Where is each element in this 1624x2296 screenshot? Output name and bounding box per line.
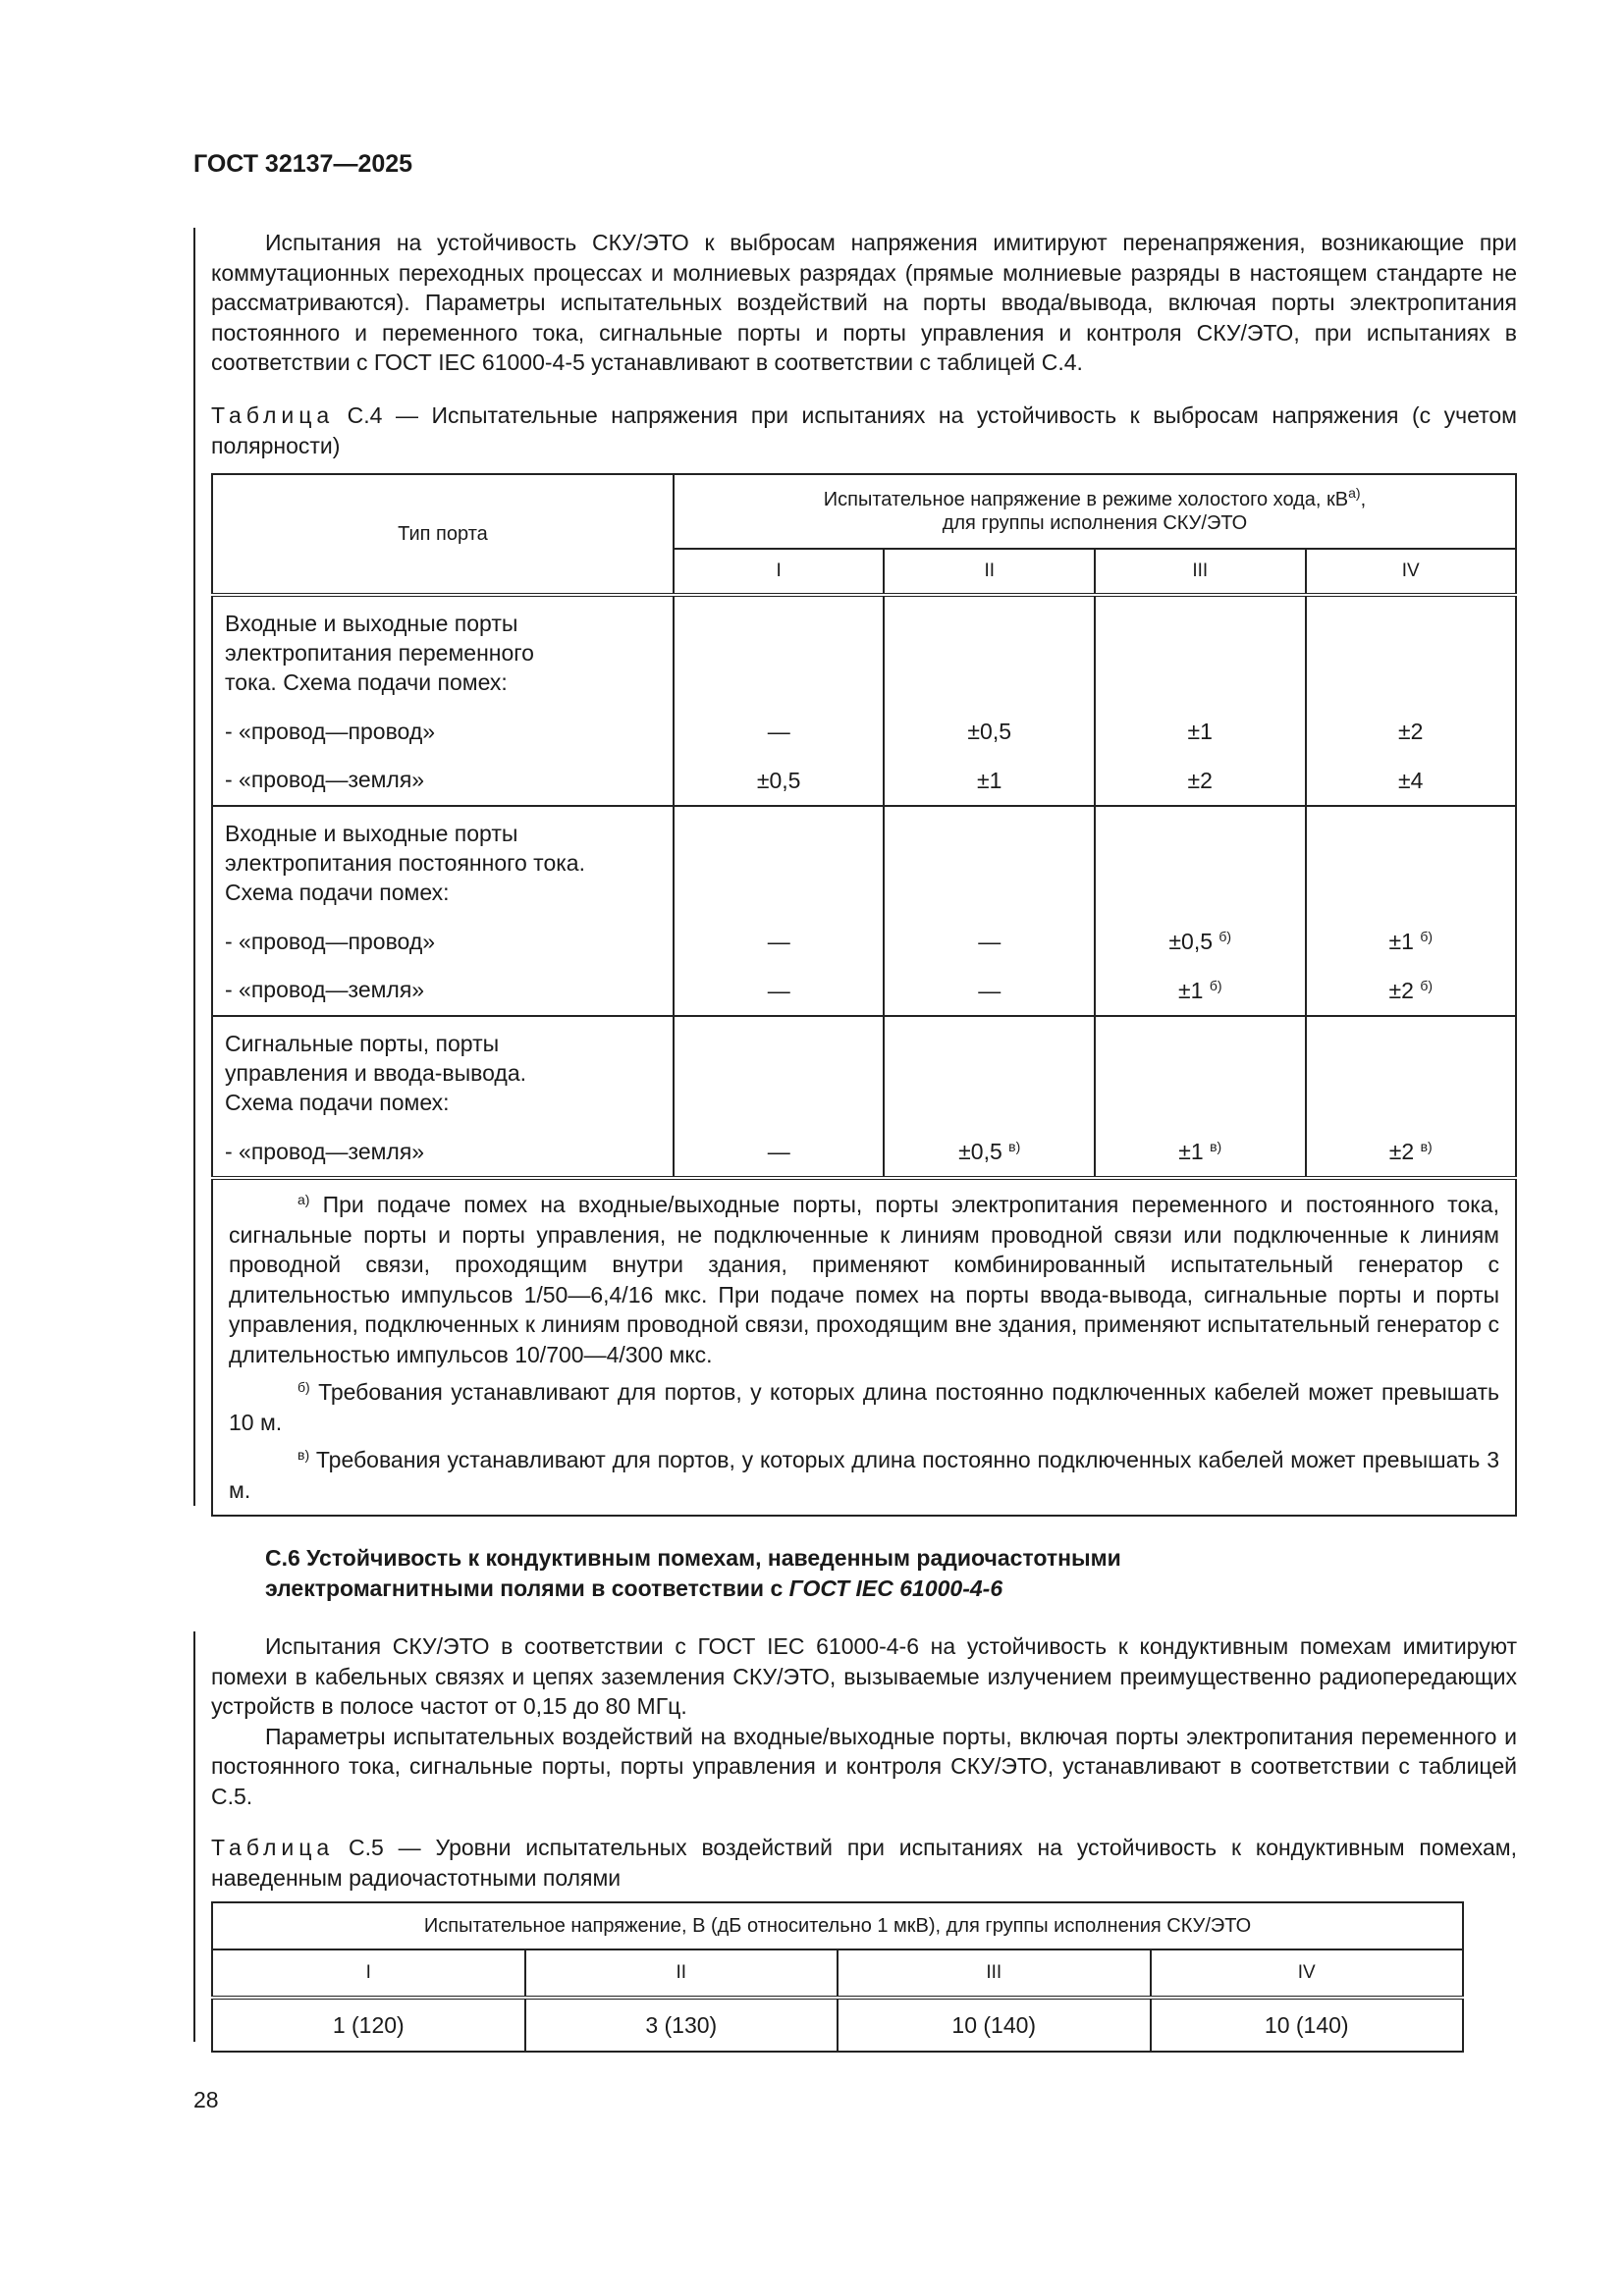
- table-row: [212, 1998, 1463, 2052]
- table-header-row: [212, 474, 1516, 549]
- value-cell: — ±0,5: [674, 595, 885, 806]
- group-header: IV: [1151, 1949, 1464, 1998]
- table-c5-caption: Таблица С.5 — Уровни испытательных воздействий при испытаниях на устойчивость к кондуктивным помехам, наведенным радиочастотными полями: [211, 1835, 1517, 1891]
- column-header-voltage: Испытательное напряжение в режиме холостого хода, $кВ^{а)}$, для группы исполнения СКУ/ЭТО: [674, 474, 1516, 549]
- value-cell: 3 (130): [525, 1998, 839, 2052]
- section-label: Входные и выходные порты электропитания переменного тока. Схема подачи помех: - «провод—провод» - «провод—земля»: [212, 595, 674, 806]
- footnote: $^{б)}$ Требования устанавливают для портов, у которых длина постоянно подключенных кабелей может превышать 10 м.: [229, 1379, 1499, 1435]
- group-header: IV: [1306, 549, 1516, 595]
- footnote: $^{а)}$ При подаче помех на входные/выходные порты, порты электропитания переменного и постоянного тока, сигнальные порты и порты управления, не подключенные к линиям проводной связи или подключенные к линиям проводной связи, проходящим внутри здания, применяют комбинированный испытательный генератор с длительностью импульсов 1/50—6,4/16 мкс. При подаче помех на порты ввода-вывода, сигнальные порты и порты управления, подключенных к линиям проводной связи, проходящим вне здания, применяют испытательный генератор с длительностью импульсов 10/700—4/300 мкс.: [229, 1192, 1499, 1367]
- table-c4-caption: Таблица С.4 — Испытательные напряжения при испытаниях на устойчивость к выбросам напряжения (с учетом полярности): [211, 402, 1517, 458]
- group-header: I: [212, 1949, 525, 1998]
- group-header: I: [674, 549, 885, 595]
- group-header: III: [838, 1949, 1151, 1998]
- group-header: III: [1095, 549, 1306, 595]
- value-cell: ±1 ±2: [1095, 595, 1306, 806]
- value-cell: 10 (140): [1151, 1998, 1464, 2052]
- table-c5: [211, 1901, 1464, 2053]
- value-cell: 10 (140): [838, 1998, 1151, 2052]
- section-c6-body: Испытания СКУ/ЭТО в соответствии с ГОСТ IEC 61000-4-6 на устойчивость к кондуктивным помехам имитируют помехи в кабельных связях и цепях заземления СКУ/ЭТО, вызываемые излучением преимущественно радиопередающих устройств в полосе частот от 0,15 до 80 МГц. Параметры испытательных воздействий на входные/выходные порты, включая порты электропитания переменного и постоянного тока, сигнальные порты, порты управления и контроля СКУ/ЭТО, устанавливают в соответствии с таблицей С.5.: [211, 1633, 1517, 1809]
- value-cell: — —: [884, 806, 1095, 1016]
- table-section: [212, 1016, 1516, 1178]
- document-header: ГОСТ 32137—2025: [193, 150, 413, 178]
- change-bar: [193, 1631, 195, 2042]
- table-c4: [211, 473, 1517, 1517]
- table-header-row: [212, 1902, 1463, 1949]
- section-c6-title: С.6 Устойчивость к кондуктивным помехам, наведенным радиочастотными электромагнитными полями в соответствии с ГОСТ IEC 61000-4-6: [265, 1545, 1121, 1601]
- page-number: 28: [193, 2087, 219, 2112]
- table-group-row: [212, 1949, 1463, 1998]
- value-cell: ±1 $^{в)}$: [1095, 1016, 1306, 1178]
- value-cell: ±0,5 $^{б)}$ ±1 $^{б)}$: [1095, 806, 1306, 1016]
- table-section: [212, 595, 1516, 806]
- value-cell: ±0,5 ±1: [884, 595, 1095, 806]
- change-bar: [193, 228, 195, 1506]
- column-header-voltage: Испытательное напряжение, В (дБ относительно 1 мкВ), для группы исполнения СКУ/ЭТО: [212, 1902, 1463, 1949]
- intro-paragraph: Испытания на устойчивость СКУ/ЭТО к выбросам напряжения имитируют перенапряжения, возникающие при коммутационных переходных процессах и молниевых разрядах (прямые молниевые разряды в настоящем стандарте не рассматриваются). Параметры испытательных воздействий на порты ввода/вывода, включая порты электропитания постоянного и переменного тока, сигнальные порты и порты управления и контроля СКУ/ЭТО, при испытаниях в соответствии с ГОСТ IEC 61000-4-5 устанавливают в соответствии с таблицей С.4.: [211, 230, 1517, 375]
- table-notes: [212, 1178, 1516, 1516]
- section-label: Входные и выходные порты электропитания постоянного тока. Схема подачи помех: - «провод—провод» - «провод—земля»: [212, 806, 674, 1016]
- value-cell: —: [674, 1016, 885, 1178]
- value-cell: ±1 $^{б)}$ ±2 $^{б)}$: [1306, 806, 1516, 1016]
- group-header: II: [525, 1949, 839, 1998]
- value-cell: ±2 $^{в)}$: [1306, 1016, 1516, 1178]
- table-section: [212, 806, 1516, 1016]
- value-cell: — —: [674, 806, 885, 1016]
- column-header-port: Тип порта: [212, 474, 674, 595]
- section-label: Сигнальные порты, порты управления и ввода-вывода. Схема подачи помех: - «провод—земля»: [212, 1016, 674, 1178]
- table-notes-row: [212, 1178, 1516, 1516]
- value-cell: ±2 ±4: [1306, 595, 1516, 806]
- group-header: II: [884, 549, 1095, 595]
- footnote: $^{в)}$ Требования устанавливают для портов, у которых длина постоянно подключенных кабелей может превышать 3 м.: [229, 1447, 1499, 1503]
- value-cell: ±0,5 $^{в)}$: [884, 1016, 1095, 1178]
- value-cell: 1 (120): [212, 1998, 525, 2052]
